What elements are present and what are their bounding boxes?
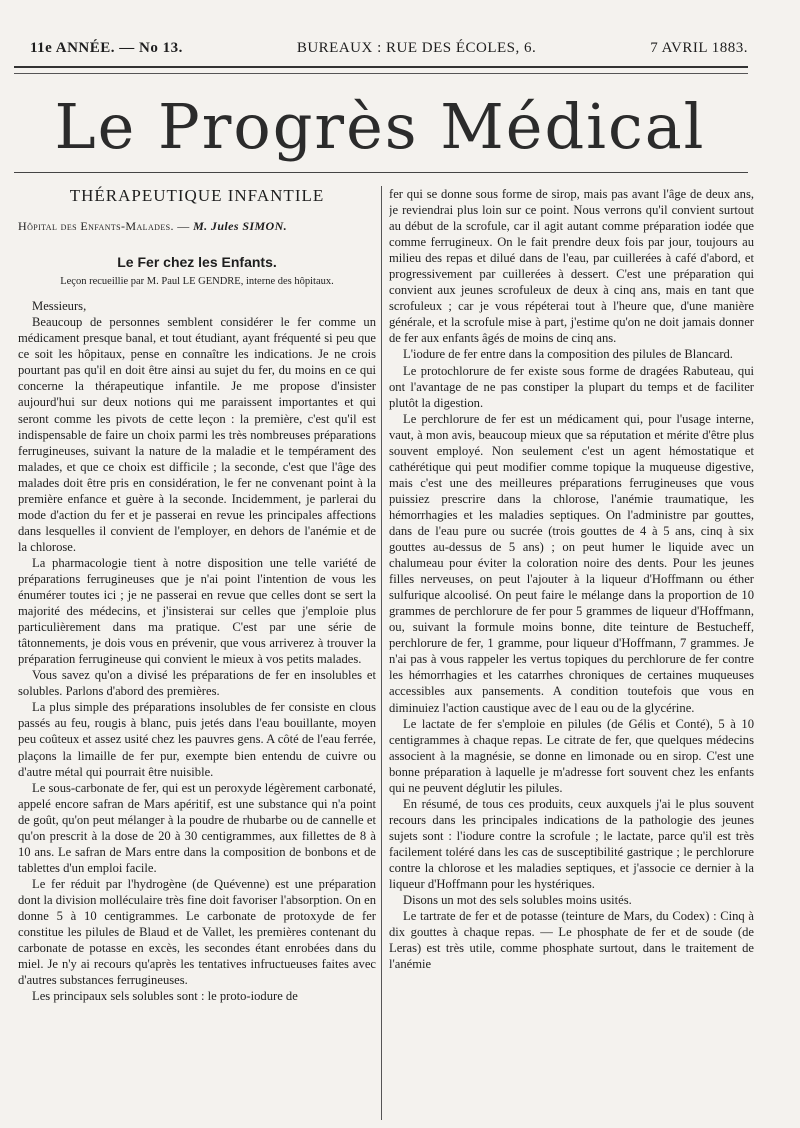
lecture-note: Leçon recueillie par M. Paul LE GENDRE, interne des hôpitaux. bbox=[60, 276, 334, 288]
paragraph: Le fer réduit par l'hydrogène (de Quévenne) est une préparation dont la division molléculaire très fine doit favoriser l'absorption. On en donne 5 à 10 centigrammes. Le carbonate de protoxyde de fer constitue les pilules de Blaud et de Vallet, les premières contenant du carbonate de potasse en excès, les secondes étant enrobées dans du miel. Je n'y ai recours qu'après les tentatives infructueuses faites avec d'autres substances ferrugineuses. bbox=[18, 876, 376, 988]
salutation: Messieurs, bbox=[32, 299, 87, 314]
paragraph: Les principaux sels solubles sont : le proto-iodure de bbox=[32, 989, 298, 1004]
masthead bbox=[30, 40, 748, 60]
issue-number: 11e ANNÉE. — No 13. bbox=[30, 40, 183, 56]
column-divider bbox=[381, 186, 382, 1120]
journal-title: Le Progrès Médical bbox=[54, 90, 706, 163]
hospital-line bbox=[18, 218, 376, 234]
paragraph: La plus simple des préparations insolubles de fer consiste en clous passés au feu, rougis à blanc, puis jetés dans l'eau bouillante, moyen peu coûteux et assez usité chez les pauvres gens. A côté de l'eau ferrée, plaçons la limaille de fer pur, exempte bien entendu de cuivre ou d'autre métal qui pourrait être nuisible. bbox=[18, 700, 376, 779]
masthead-rule bbox=[14, 66, 748, 74]
paragraph: La pharmacologie tient à notre disposition une telle variété de préparations ferrugineuses que je n'ai point l'intention de vous les énumérer toutes ici ; je ne passerai en revue que celles dont se sert la majorité des médecins, et j'insisterai sur celles que j'emploie plus particulièrement dans ma pratique. C'est par une série de tâtonnements, je dois vous en prévenir, que vous arriverez à trouver la préparation ferrugineuse qui convient le mieux à vos petits malades. bbox=[18, 555, 376, 667]
title-rule bbox=[14, 172, 748, 173]
paragraph: Vous savez qu'on a divisé les préparations de fer en insolubles et solubles. Parlons d'abord des premières. bbox=[18, 668, 376, 699]
author-name: M. Jules SIMON. bbox=[193, 219, 288, 234]
left-column bbox=[18, 186, 376, 1122]
paragraph: Le protochlorure de fer existe sous forme de dragées Rabuteau, qui ont l'avantage de ne pas constiper la plupart du temps et de faciliter plutôt la digestion. bbox=[389, 363, 754, 410]
paragraph: En résumé, de tous ces produits, ceux auxquels j'ai le plus souvent recours dans les principales indications de la pathologie des jeunes sujets sont : l'iodure contre la scrofule ; le lactate, parce qu'il est très facilement toléré dans les cas de susceptibilité gastrique ; le perchlorure contre la chlorose et les maladies septiques, et j'associe ce dernier à la liqueur d'Hoffmann pour les hystériques. bbox=[389, 796, 754, 892]
article-title: Le Fer chez les Enfants. bbox=[117, 254, 277, 271]
paragraph: Beaucoup de personnes semblent considérer le fer comme un médicament presque banal, et tout étudiant, ayant fréquenté si peu que ce soit les hôpitaux, pense en connaître les indications. Je ne crois pourtant pas qu'il en doit être ainsi au sujet du fer, du moins en ce qui concerne la thérapeutique infantile. Je me propose d'insister aujourd'hui sur deux notions qui me paraissent importantes et qui seront comme les pivots de cette leçon : la première, c'est qu'il est indispensable de faire un choix parmi les très nombreuses préparations ferrugineuses, suivant la nature de la maladie et le tempérament des malades, et que ce choix est difficile ; la seconde, c'est que l'âge des malades doit être pris en considération, le fer ne convenant point à la première enfance et guère à la seconde. Incidemment, je parlerai du mode d'action du fer et je passerai en revue les principales affections dans lesquelles il convient de l'employer, en dehors de l'anémie et de la chlorose. bbox=[18, 315, 376, 554]
hospital-name: Hôpital des Enfants-Malades. — bbox=[18, 219, 190, 234]
paragraph: L'iodure de fer entre dans la composition des pilules de Blancard. bbox=[403, 347, 733, 362]
issue-date: 7 AVRIL 1883. bbox=[650, 40, 748, 56]
paragraph: fer qui se donne sous forme de sirop, mais pas avant l'âge de deux ans, je reviendrai plus loin sur ce point. Nous verrons qu'il convient surtout au début de la scrofule, car il agit autant comme préparation iodée que comme ferrugineux. On le fait prendre deux fois par jour, toujours au milieu des repas et dilué dans de l'eau, par cuillerées à café d'abord, et progressivement par cuillerées à dessert. C'est une préparation qui convient aux jeunes scrofuleux de deux à cinq ans, mais en tant que scrofuleux ; car je vous répéterai tout à l'heure que, d'une manière générale, et la scrofule mise à part, j'estime qu'on ne doit jamais donner de fer aux enfants âgés de moins de cinq ans. bbox=[389, 187, 754, 346]
paragraph: Le sous-carbonate de fer, qui est un peroxyde légèrement carbonaté, appelé encore safran de Mars apéritif, est une substance qui n'a point de goût, qu'on peut mélanger à la poudre de rhubarbe ou de cannelle et qu'on prescrit à la dose de 20 à 30 centigrammes, aux fillettes de 8 à 10 ans. Le safran de Mars entre dans la composition de bonbons et de tablettes d'un emploi facile. bbox=[18, 780, 376, 875]
paragraph: Le tartrate de fer et de potasse (teinture de Mars, du Codex) : Cinq à dix gouttes à chaque repas. — Le phosphate de fer et de soude (de Leras) est très utile, comme phosphate surtout, dans le traitement de l'anémie bbox=[389, 909, 754, 972]
right-column bbox=[389, 186, 754, 1122]
paragraph: Disons un mot des sels solubles moins usités. bbox=[403, 893, 632, 908]
paragraph: Le lactate de fer s'emploie en pilules (de Gélis et Conté), 5 à 10 centigrammes à chaque repas. Le citrate de fer, que quelques médecins associent à la magnésie, se donne en limonade ou en sirop. C'est une bonne préparation à laquelle je m'adresse fort souvent chez les enfants qui ne peuvent déglutir les pilules. bbox=[389, 716, 754, 795]
section-title: THÉRAPEUTIQUE INFANTILE bbox=[69, 186, 325, 205]
office-address: BUREAUX : RUE DES ÉCOLES, 6. bbox=[296, 40, 537, 56]
paragraph: Le perchlorure de fer est un médicament qui, pour l'usage interne, vaut, à mon avis, beaucoup mieux que sa réputation et mérite d'être plus souvent employé. Non seulement c'est un agent hémostatique et cathérétique qui peut modifier comme topique la muqueuse digestive, mais c'est une des meilleures préparations ferrugineuses que vous puissiez prescrire dans la chlorose, l'anémie traumatique, les hémorrhagies et les maladies septiques. On l'administre par gouttes, dans de l'eau pure ou sucrée (trois gouttes de 4 à 5 ans, cinq à six gouttes au-dessus de 5 ans) ; on peut humer le liquide avec un chalumeau pour éviter la coloration noire des dents. Pour les jeunes filles nerveuses, on peut l'ajouter à la liqueur d'Hoffmann ou éther sulfurique alcoolisé. On peut faire le mélange dans la proportion de 10 grammes de perchlorure de fer pour 5 grammes de liqueur d'Hoffmann, ou, suivant la formule moins bonne, dite teinture de Bestucheff, perchlorure de fer, 1 gramme, pour liqueur d'Hoffmann, 7 grammes. Je n'ai pas à vous rappeler les vertus topiques du perchlorure de fer contre les hémorrhagies et les catarrhes chroniques de certaines muqueuses accessibles aux pansements. A condition toutefois que vous en diminuiez l'action caustique avec de l eau ou de la glycérine. bbox=[389, 411, 754, 715]
